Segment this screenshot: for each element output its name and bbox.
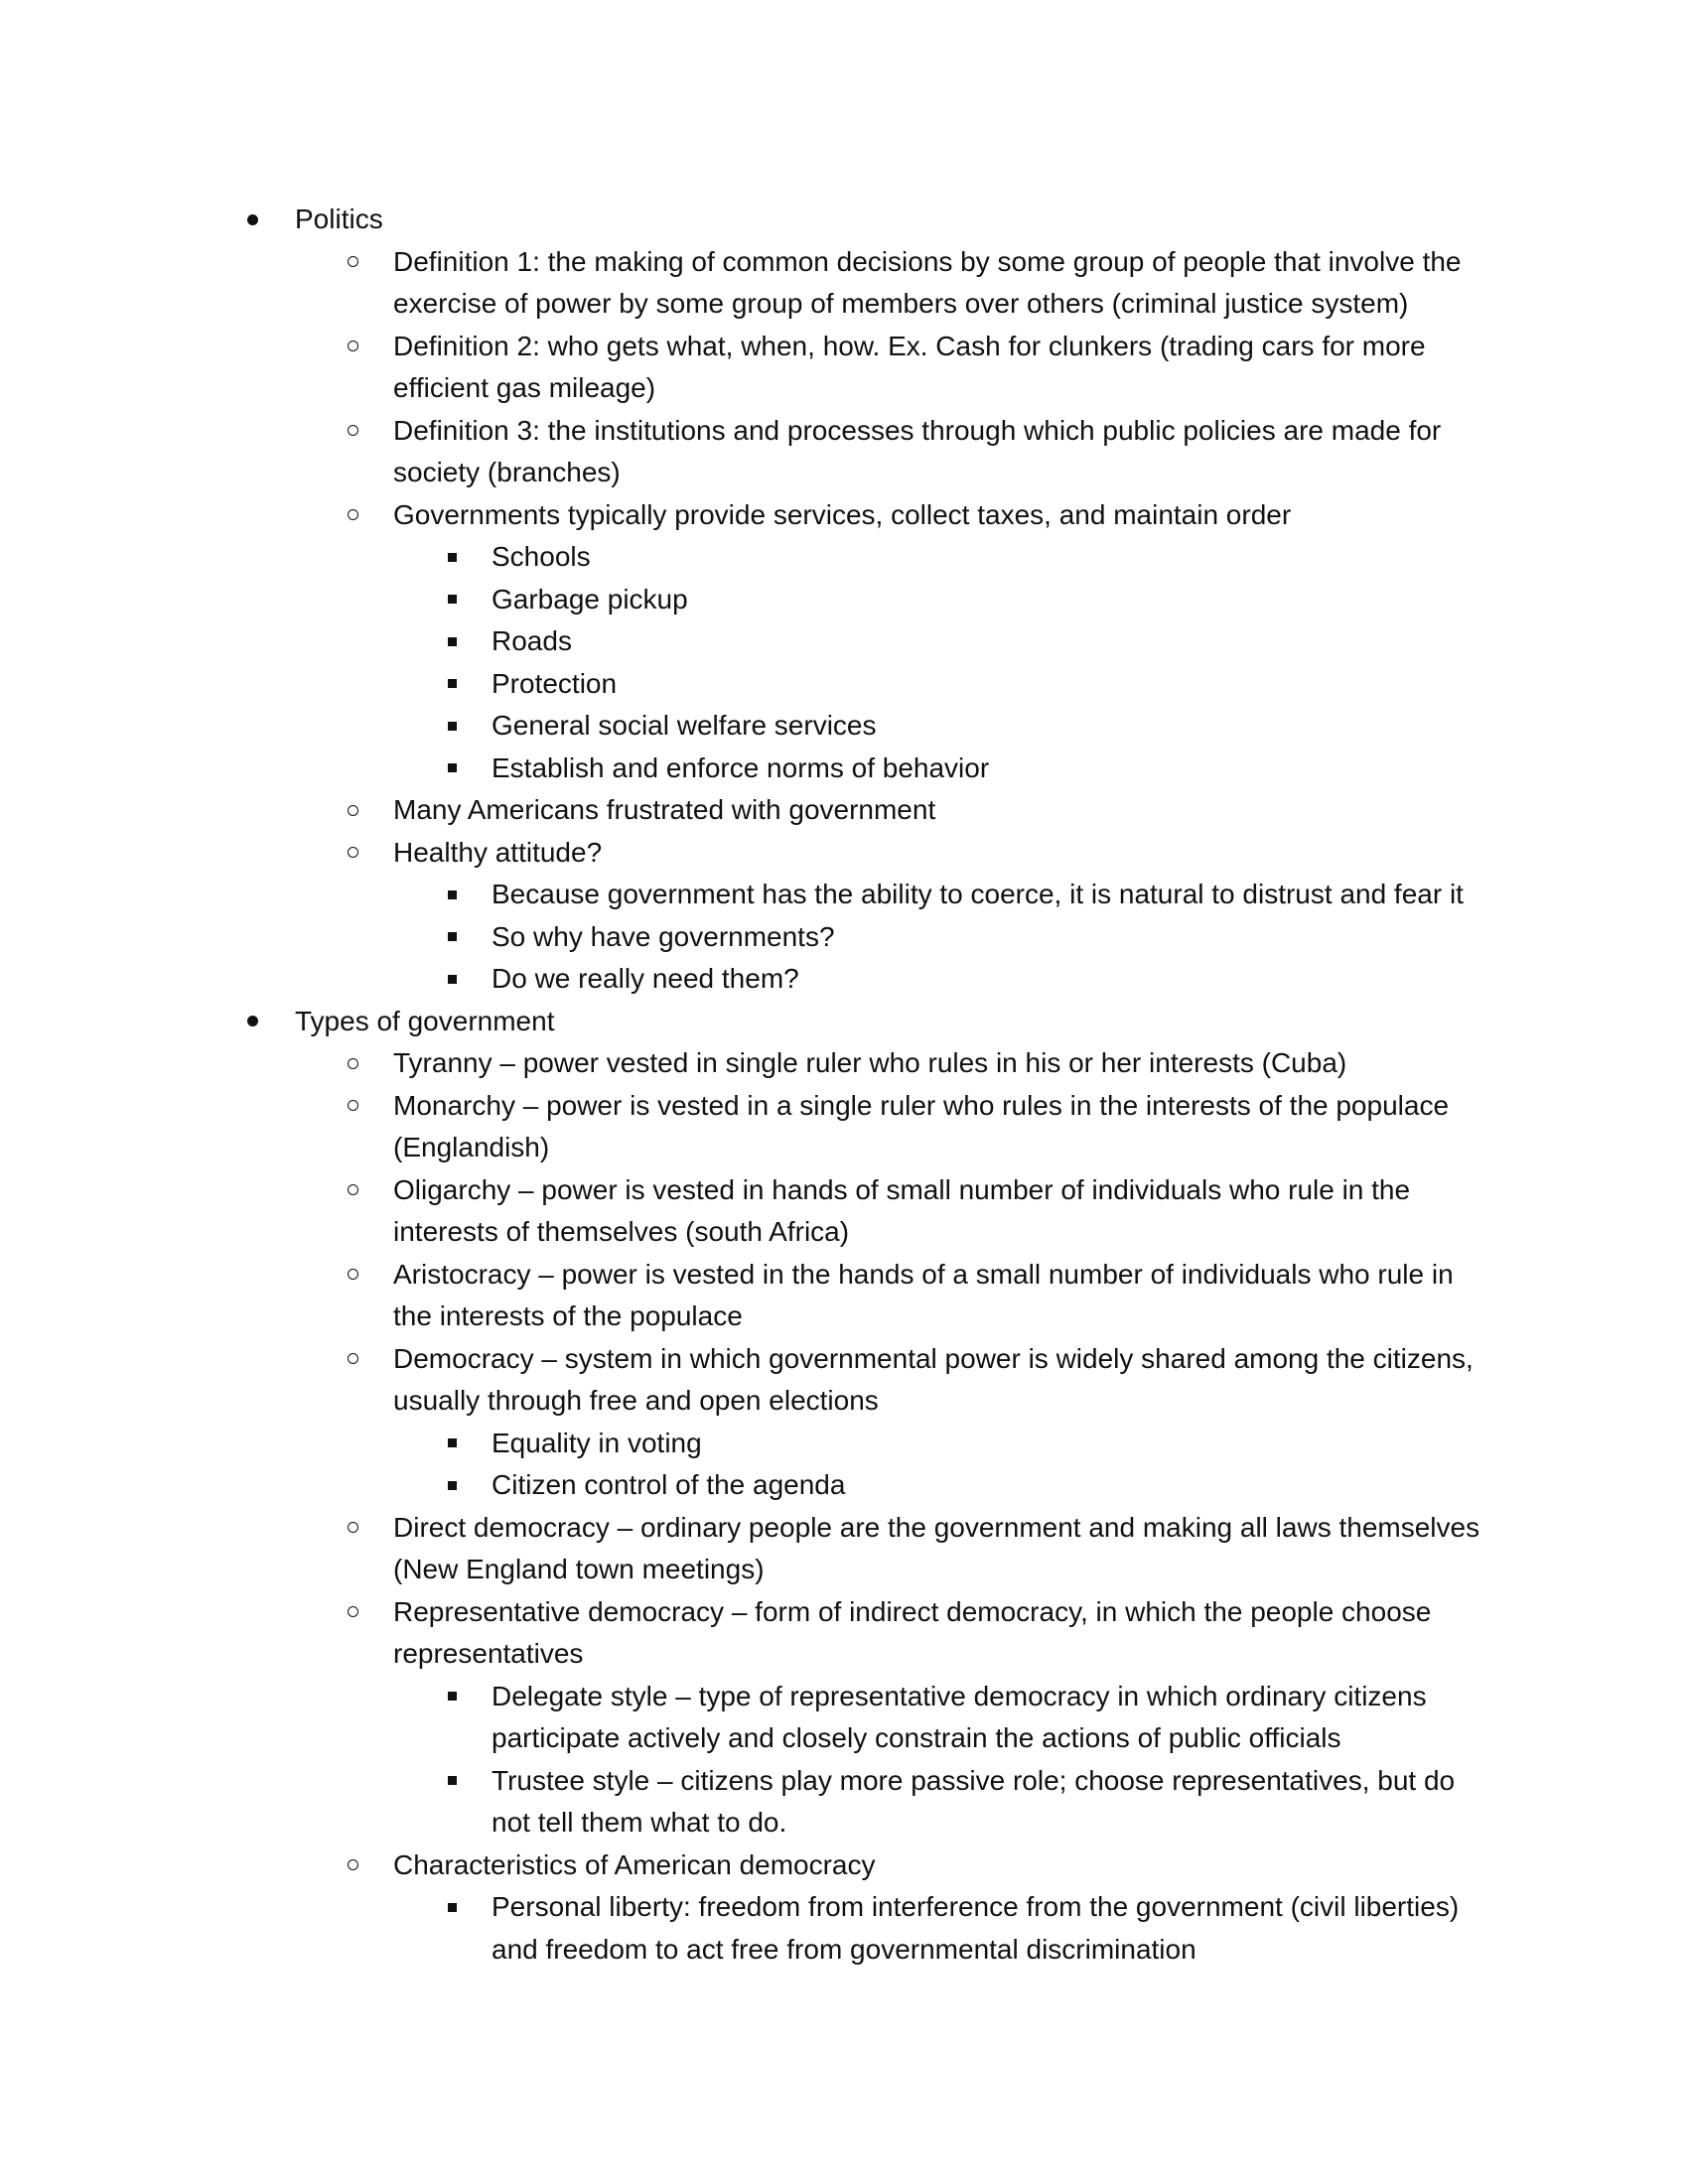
outline-item-text: Representative democracy – form of indirect democracy, in which the people choose representatives — [393, 1595, 1432, 1669]
outline-item-level-3 — [0, 1760, 1494, 1844]
outline-item-level-2 — [0, 326, 1486, 410]
outline-item-text: Definition 1: the making of common decisions by some group of people that involve the exercise of power by some group of members over others (criminal justice system) — [393, 245, 1462, 319]
outline-item-level-2 — [0, 1591, 1486, 1676]
outline-item-text: So why have governments? — [492, 920, 835, 952]
bullet-circle-icon — [338, 494, 367, 537]
outline-item-text: Democracy – system in which governmental power is widely shared among the citizens, usually through free and open elections — [393, 1342, 1474, 1416]
outline-item-level-2 — [0, 1085, 1486, 1169]
outline-item-level-3 — [0, 1676, 1494, 1760]
outline-item-text: Governments typically provide services, collect taxes, and maintain order — [393, 498, 1292, 530]
outline-item-text: Direct democracy – ordinary people are the government and making all laws themselves (New England town meetings) — [393, 1511, 1480, 1584]
bullet-square-icon — [437, 916, 467, 959]
bullet-circle-icon — [338, 410, 367, 453]
bullet-disc-icon — [237, 1001, 267, 1043]
outline-item-level-2 — [0, 1254, 1486, 1338]
bullet-square-icon — [437, 958, 467, 1001]
outline-item-text: Many Americans frustrated with government — [393, 794, 936, 825]
bullet-disc-icon — [237, 199, 267, 241]
bullet-circle-icon — [338, 326, 367, 368]
bullet-square-icon — [437, 1760, 467, 1803]
bullet-square-icon — [437, 1464, 467, 1507]
bullet-circle-icon — [338, 1591, 367, 1634]
outline-item-level-3 — [0, 705, 1494, 748]
outline-item-text: Trustee style – citizens play more passive role; choose representatives, but do not tell them what to do. — [492, 1764, 1456, 1838]
outline-item-level-3 — [0, 916, 1494, 959]
outline-item-text: Citizen control of the agenda — [492, 1469, 846, 1500]
outline-item-text: Garbage pickup — [492, 583, 688, 614]
bullet-square-icon — [437, 620, 467, 663]
bullet-square-icon — [437, 663, 467, 706]
outline-item-text: Types of government — [295, 1005, 555, 1036]
outline-item-level-2 — [0, 1507, 1486, 1591]
outline-item-text: General social welfare services — [492, 710, 877, 741]
outline-item-level-1 — [0, 199, 1486, 241]
bullet-square-icon — [437, 705, 467, 748]
outline-item-level-3 — [0, 1423, 1494, 1465]
bullet-circle-icon — [338, 1844, 367, 1887]
outline-item-text: Equality in voting — [492, 1427, 702, 1458]
bullet-square-icon — [437, 579, 467, 621]
bullet-circle-icon — [338, 1254, 367, 1297]
outline-item-text: Definition 3: the institutions and processes through which public policies are made for society (branches) — [393, 414, 1442, 487]
outline-item-level-2 — [0, 832, 1486, 875]
outline-item-text: Aristocracy – power is vested in the hands of a small number of individuals who rule in the interests of the populace — [393, 1258, 1454, 1331]
bullet-circle-icon — [338, 1042, 367, 1085]
bullet-square-icon — [437, 874, 467, 916]
bullet-circle-icon — [338, 1338, 367, 1381]
outline-item-text: Establish and enforce norms of behavior — [492, 751, 990, 783]
bullet-square-icon — [437, 1676, 467, 1718]
notes-outline — [0, 199, 1688, 1971]
outline-item-text: Oligarchy – power is vested in hands of small number of individuals who rule in the interests of themselves (south Africa) — [393, 1173, 1411, 1247]
outline-item-level-3 — [0, 874, 1494, 916]
bullet-square-icon — [437, 536, 467, 579]
outline-item-level-3 — [0, 1886, 1494, 1971]
bullet-circle-icon — [338, 1507, 367, 1550]
outline-item-text: Do we really need them? — [492, 963, 799, 994]
bullet-square-icon — [437, 1886, 467, 1929]
outline-item-text: Protection — [492, 667, 618, 699]
outline-item-level-3 — [0, 620, 1494, 663]
outline-item-text: Definition 2: who gets what, when, how. Ex. Cash for clunkers (trading cars for more efficient gas mileage) — [393, 330, 1426, 403]
outline-item-text: Monarchy – power is vested in a single ruler who rules in the interests of the populace (Englandish) — [393, 1089, 1450, 1162]
outline-item-level-1 — [0, 1001, 1486, 1043]
outline-item-text: Delegate style – type of representative democracy in which ordinary citizens participate actively and closely constrain the actions of public officials — [492, 1680, 1427, 1753]
bullet-circle-icon — [338, 789, 367, 832]
outline-item-level-3 — [0, 1464, 1494, 1507]
outline-item-text: Tyranny – power vested in single ruler who rules in his or her interests (Cuba) — [393, 1047, 1347, 1078]
outline-item-level-2 — [0, 1338, 1486, 1423]
outline-item-text: Healthy attitude? — [393, 836, 603, 868]
bullet-square-icon — [437, 1423, 467, 1465]
outline-item-level-3 — [0, 579, 1494, 621]
outline-item-level-2 — [0, 494, 1486, 537]
outline-item-level-2 — [0, 1042, 1486, 1085]
outline-item-text: Characteristics of American democracy — [393, 1848, 876, 1880]
bullet-circle-icon — [338, 1169, 367, 1212]
bullet-circle-icon — [338, 832, 367, 875]
outline-item-text: Schools — [492, 541, 591, 572]
outline-item-text: Personal liberty: freedom from interference from the government (civil liberties) and freedom to act free from governmental discrimination — [492, 1891, 1460, 1965]
outline-item-level-2 — [0, 410, 1486, 494]
outline-item-level-2 — [0, 241, 1486, 326]
bullet-circle-icon — [338, 241, 367, 284]
bullet-square-icon — [437, 748, 467, 790]
outline-item-level-2 — [0, 1169, 1486, 1254]
outline-item-level-2 — [0, 1844, 1486, 1887]
outline-item-level-3 — [0, 536, 1494, 579]
outline-item-level-3 — [0, 748, 1494, 790]
outline-item-text: Roads — [492, 625, 572, 656]
outline-item-text: Because government has the ability to coerce, it is natural to distrust and fear it — [492, 879, 1464, 909]
outline-item-text: Politics — [295, 204, 383, 234]
outline-item-level-3 — [0, 958, 1494, 1001]
bullet-circle-icon — [338, 1085, 367, 1128]
outline-item-level-3 — [0, 663, 1494, 706]
outline-item-level-2 — [0, 789, 1486, 832]
